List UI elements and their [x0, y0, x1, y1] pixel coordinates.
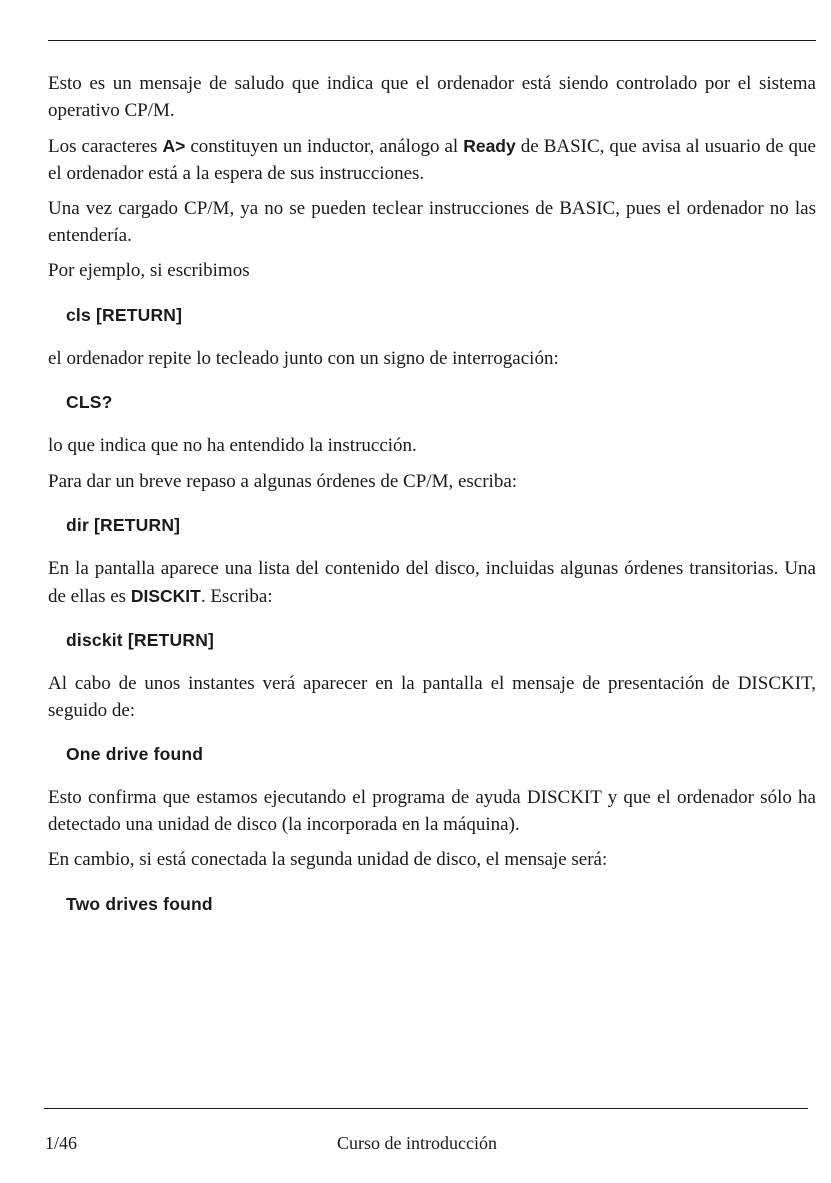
page-body: [48, 71, 816, 935]
command-dir: dir [RETURN]: [66, 515, 181, 535]
paragraph-presentation: Al cabo de unos instantes verá aparecer en la pantalla el mensaje de presentación de DISCKIT, seguido de:: [48, 673, 816, 721]
paragraph-prompt: [48, 133, 816, 187]
paragraph-cpm-loaded: Una vez cargado CP/M, ya no se pueden teclear instrucciones de BASIC, pues el ordenador no las entendería.: [48, 198, 816, 246]
paragraph-second-drive: En cambio, si está conectada la segunda unidad de disco, el mensaje será:: [48, 849, 608, 870]
ready-keyword: Ready: [463, 136, 516, 156]
top-rule: [48, 40, 816, 41]
paragraph-echo: el ordenador repite lo tecleado junto con un signo de interrogación:: [48, 347, 559, 369]
paragraph-greeting: Esto es un mensaje de saludo que indica que el ordenador está siendo controlado por el sistema operativo CP/M.: [48, 73, 816, 121]
command-cls: cls [RETURN]: [66, 304, 183, 325]
prompt-text-middle: constituyen un inductor, análogo al: [185, 136, 464, 157]
directory-text-after: . Escriba:: [200, 585, 273, 607]
paragraph-directory-list: [48, 556, 816, 610]
command-disckit: disckit [RETURN]: [66, 630, 215, 650]
running-title: Curso de introducción: [337, 1133, 497, 1153]
paragraph-not-understood: lo que indica que no ha entendido la instrucción.: [48, 435, 417, 456]
message-one-drive: One drive found: [66, 744, 204, 764]
prompt-text-after: de BASIC, que avisa al usuario de que el ordenador está a la espera de sus instrucciones.: [48, 136, 816, 184]
prompt-symbol: A>: [162, 136, 186, 156]
message-two-drives: Two drives found: [66, 893, 213, 914]
command-cls-echo: CLS?: [66, 392, 113, 412]
bottom-rule: [44, 1108, 808, 1109]
paragraph-example: Por ejemplo, si escribimos: [48, 260, 250, 281]
prompt-text-before: Los caracteres: [48, 136, 163, 157]
disckit-keyword: DISCKIT: [130, 585, 201, 606]
paragraph-confirm: Esto confirma que estamos ejecutando el programa de ayuda DISCKIT y que el ordenador sólo ha detectado una unidad de disco (la incorporada en la máquina).: [48, 787, 816, 835]
page-number: 1/46: [45, 1133, 78, 1153]
directory-text-before: En la pantalla aparece una lista del contenido del disco, incluidas algunas órdenes transitorias. Una de ellas es: [48, 558, 816, 607]
paragraph-review: Para dar un breve repaso a algunas órdenes de CP/M, escriba:: [48, 470, 518, 492]
